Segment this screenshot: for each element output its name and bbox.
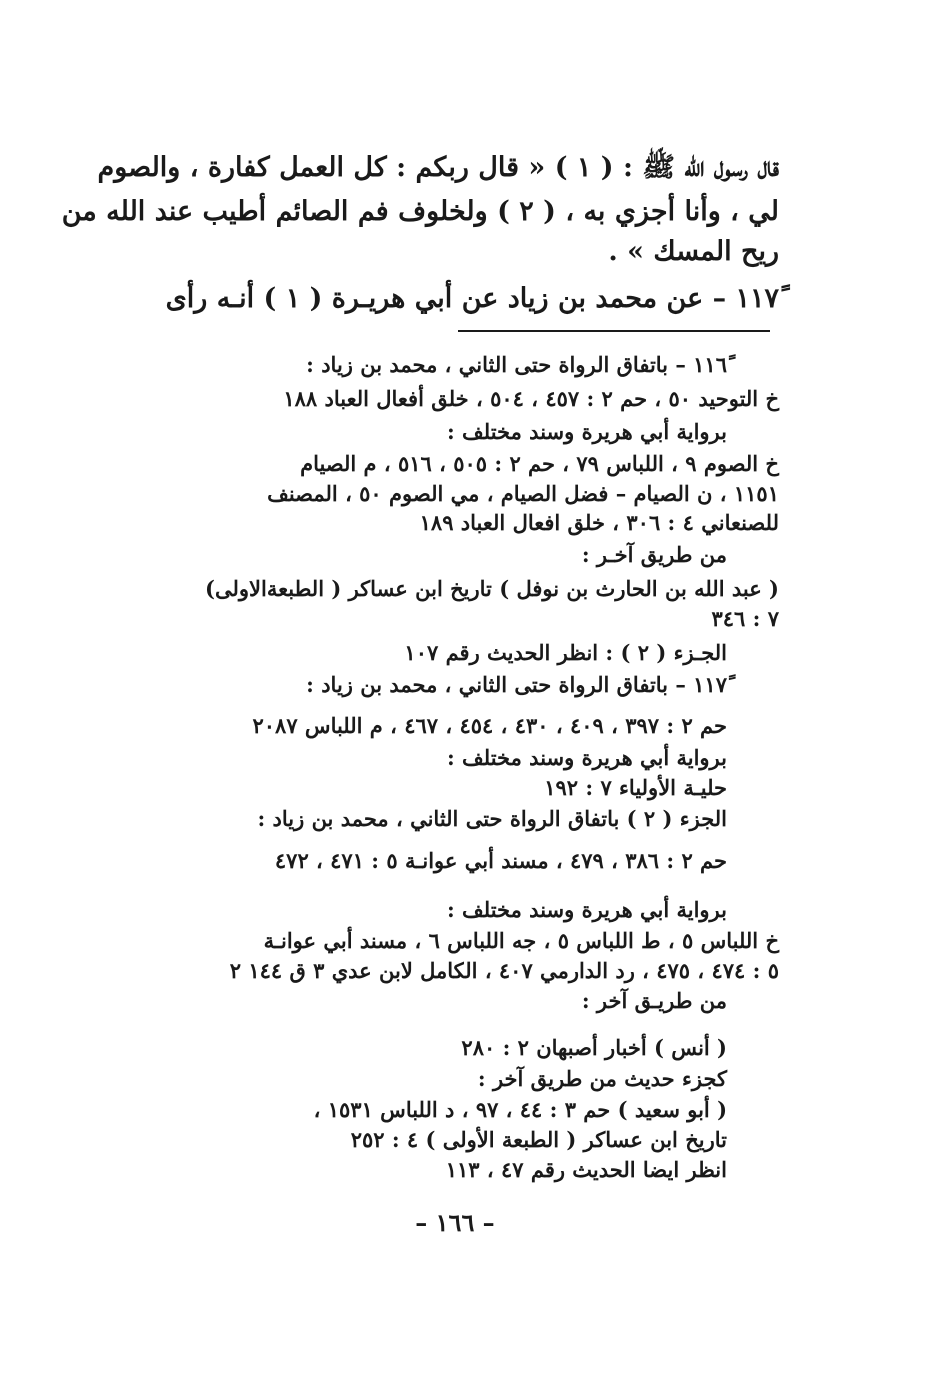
footnote-line: برواية أبي هريرة وسند مختلف : <box>446 745 727 770</box>
footnote-line: الجـزء ( ٢ ) : انظر الحديث رقم ١٠٧ <box>404 640 727 665</box>
footnote-line: من طريـق آخر : <box>581 988 727 1013</box>
footnote-line: من طريق آخـر : <box>581 542 727 567</box>
footnote-line: ١١٥١ ، ن الصيام – فضل الصيام ، مي الصوم ٥٠ ، المصنف <box>267 481 779 506</box>
footnote-line: حم ٢ : ٣٨٦ ، ٤٧٩ ، مسند أبي عوانـة ٥ : ٤٧١ ، ٤٧٢ <box>274 848 727 873</box>
footnote-line: ٧ : ٣٤٦ <box>711 606 779 631</box>
footnote-line: خ الصوم ٩ ، اللباس ٧٩ ، حم ٢ : ٥٠٥ ، ٥١٦ ، م الصيام <box>300 451 779 476</box>
main-text-line-1: قال رسول الله ﷺ : ( ١ ) « قال ربكم : كل العمل كفارة ، والصوم <box>97 152 779 183</box>
footnote-line: خ التوحيد ٥٠ ، حم ٢ : ٤٥٧ ، ٥٠٤ ، خلق أفعال العباد ١٨٨ <box>283 386 779 411</box>
footnote-line: برواية أبي هريرة وسند مختلف : <box>446 897 727 922</box>
footnote-line: الجزء ( ٢ ) باتفاق الرواة حتى الثاني ، محمد بن زياد : <box>257 806 727 831</box>
page-number: – ١٦٦ – <box>415 1208 495 1237</box>
footnote-line: خ اللباس ٥ ، ط اللباس ٥ ، جه اللباس ٦ ، مسند أبي عوانـة <box>263 928 779 953</box>
footnote-line: للصنعاني ٤ : ٣٠٦ ، خلق افعال العباد ١٨٩ <box>419 510 779 535</box>
footnote-line: ( أنس ) أخبار أصبهان ٢ : ٢٨٠ <box>461 1035 727 1060</box>
main-text-line-2: لي ، وأنا أجزي به ، ( ٢ ) ولخلوف فم الصائم أطيب عند الله من <box>61 196 779 227</box>
footnote-line: ( عبد الله بن الحارث بن نوفل ) تاريخ ابن عساكر ( الطبعةالاولى) <box>205 576 779 601</box>
footnote-line: ٥ : ٤٧٤ ، ٤٧٥ ، رد الدارمي ٤٠٧ ، الكامل لابن عدي ٣ ق ١٤٤ ٢ <box>229 958 779 983</box>
footnote-line: حم ٢ : ٣٩٧ ، ٤٠٩ ، ٤٣٠ ، ٤٥٤ ، ٤٦٧ ، م اللباس ٢٠٨٧ <box>252 713 727 738</box>
footnote-line: تاريخ ابن عساكر ( الطبعة الأولى ) ٤ : ٢٥٢ <box>350 1127 727 1152</box>
footnote-line: كجزء حديث من طريق آخر : <box>477 1066 727 1091</box>
footnote-line: حليـة الأولياء ٧ : ١٩٢ <box>544 775 727 800</box>
footnote-line: ( أبو سعيد ) حم ٣ : ٤٤ ، ٩٧ ، د اللباس ١٥٣١ ، <box>313 1097 727 1122</box>
main-text-line-3: ريح المسك » . <box>608 236 779 267</box>
footnote-divider <box>458 330 770 332</box>
footnote-line: برواية أبي هريرة وسند مختلف : <box>446 419 727 444</box>
footnote-line: ١١٧ً – باتفاق الرواة حتى الثاني ، محمد بن زياد : <box>306 672 727 697</box>
footnote-line: ١١٦ً – باتفاق الرواة حتى الثاني ، محمد بن زياد : <box>306 352 727 377</box>
hadith-117-heading: ١١٧ً – عن محمد بن زياد عن أبي هريـرة ( ١ ) أنـه رأى <box>165 283 779 314</box>
footnote-line: انظر ايضا الحديث رقم ٤٧ ، ١١٣ <box>445 1157 727 1182</box>
